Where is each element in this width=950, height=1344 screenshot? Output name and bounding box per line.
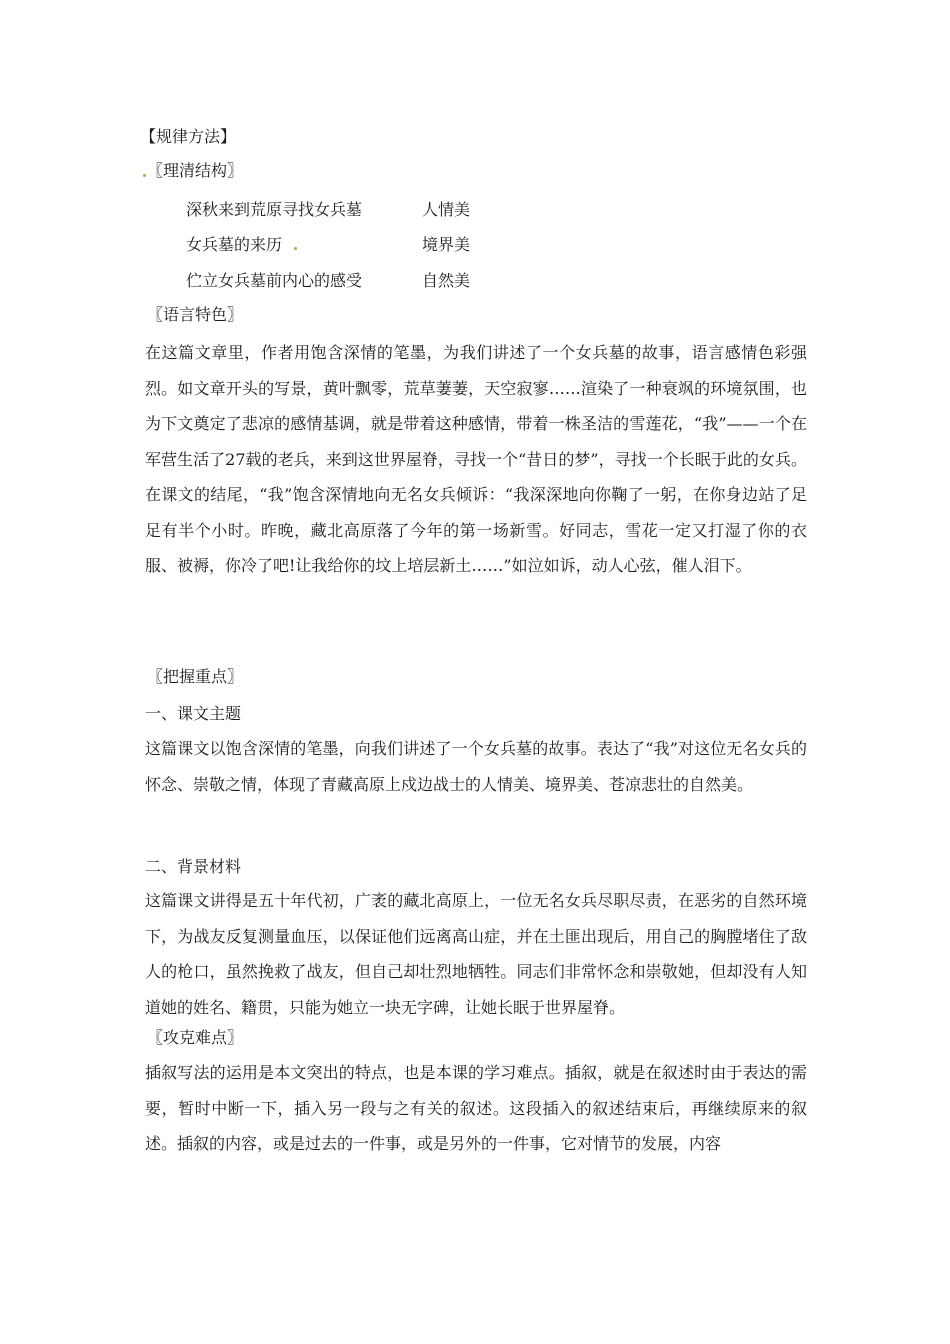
structure-row: [186, 270, 362, 292]
structure-row: [186, 199, 362, 221]
structure-row-left: 深秋来到荒原寻找女兵墓: [186, 200, 363, 219]
section-heading: 【规律方法】: [140, 127, 237, 146]
background-title: 二、背景材料: [145, 857, 242, 876]
difficulty-paragraph: 插叙写法的运用是本文突出的特点，也是本课的学习难点。插叙，就是在叙述时由于表达的需要，暂时中断一下，插入另一段与之有关的叙述。这段插入的叙述结束后，再继续原来的叙述。插叙的内容，或是过去的一件事，或是另外的一件事，它对情节的发展，内容: [145, 1063, 807, 1153]
background-paragraph: 这篇课文讲得是五十年代初，广袤的藏北高原上，一位无名女兵尽职尽责，在恶劣的自然环境下，为战友反复测量血压，以保证他们远离高山症，并在土匪出现后，用自己的胸膛堵住了敌人的枪口，虽然挽救了战友，但自己却壮烈地牺牲。同志们非常怀念和崇敬她，但却没有人知道她的姓名、籍贯，只能为她立一块无字碑，让她长眠于世界屋脊。: [145, 891, 807, 1017]
structure-row-right: 自然美: [422, 271, 471, 290]
structure-row: [186, 234, 282, 256]
structure-row-right: 人情美: [422, 200, 471, 219]
structure-row-left: 伫立女兵墓前内心的感受: [186, 271, 363, 290]
theme-paragraph: 这篇课文以饱含深情的笔墨，向我们讲述了一个女兵墓的故事。表达了“我”对这位无名女兵的怀念、崇敬之情，体现了青藏高原上戍边战士的人情美、境界美、苍凉悲壮的自然美。: [145, 739, 807, 794]
structure-row-left: 女兵墓的来历: [186, 235, 283, 254]
structure-row-right: 境界美: [422, 235, 471, 254]
key-points-title: 〖把握重点〗: [147, 667, 244, 686]
language-paragraph: 在这篇文章里，作者用饱含深情的笔墨，为我们讲述了一个女兵墓的故事，语言感情色彩强烈。如文章开头的写景，黄叶飘零，荒草萋萋，天空寂寥……渲染了一种衰飒的环境氛围，也为下文奠定了悲凉的感情基调，就是带着这种感情，带着一株圣洁的雪莲花，“我”——一个在军营生活了27载的老兵，来到这世界屋脊，寻找一个“昔日的梦”，寻找一个长眠于此的女兵。在课文的结尾，“我”饱含深情地向无名女兵倾诉：“我深深地向你鞠了一躬，在你身边站了足足有半个小时。昨晚，藏北高原落了今年的第一场新雪。好同志，雪花一定又打湿了你的衣服、被褥，你冷了吧!让我给你的坟上培层新土……”如泣如诉，动人心弦，催人泪下。: [145, 343, 807, 575]
difficulty-title: 〖攻克难点〗: [147, 1028, 244, 1047]
mark-dot: [294, 247, 297, 250]
structure-title: 〖理清结构〗: [147, 161, 244, 180]
theme-title: 一、课文主题: [145, 704, 242, 723]
language-title: 〖语言特色〗: [147, 305, 244, 324]
mark-dot: [143, 174, 146, 177]
